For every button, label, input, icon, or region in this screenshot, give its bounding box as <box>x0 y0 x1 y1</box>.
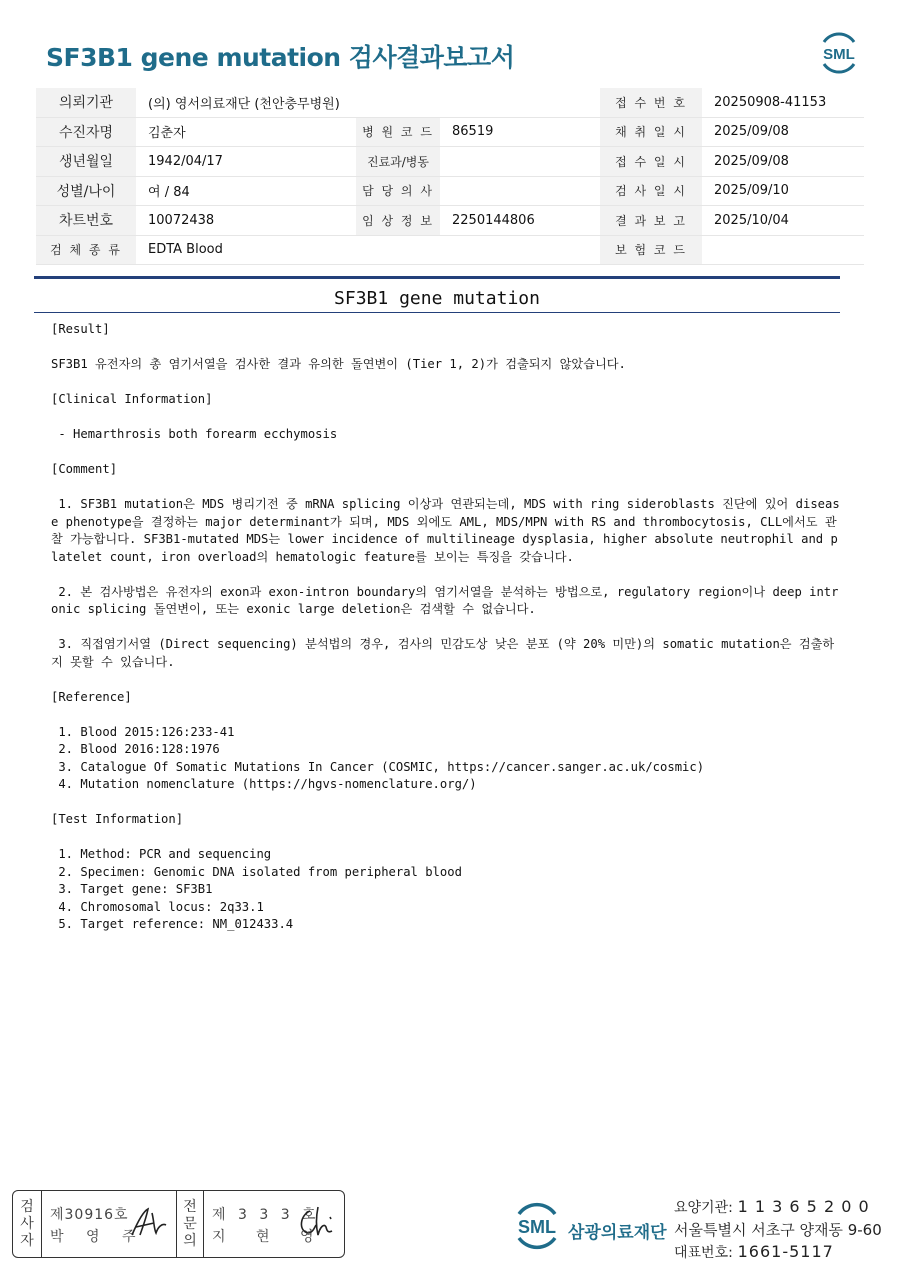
comment-item: 2. 본 검사방법은 유전자의 exon과 exon-intron boundary의 염기서열을 분석하는 방법으로, regulatory region이나 deep intronic splicing 돌연변이, 또는 exonic large deletion은 검색할 수 없습니다. <box>51 584 839 616</box>
section-title: SF3B1 gene mutation <box>334 288 540 309</box>
value-physician <box>440 177 600 206</box>
sml-logo-bottom-icon <box>507 1196 567 1256</box>
specialist-cell <box>204 1191 344 1257</box>
report-body <box>51 321 841 934</box>
value-receipt-date: 2025/09/08 <box>714 153 789 169</box>
value-hospital-code: 86519 <box>452 124 494 140</box>
test-info-item: 2. Specimen: Genomic DNA isolated from peripheral blood <box>51 864 462 879</box>
label-test-date: 검 사 일 시 <box>600 177 702 206</box>
footer-address: 서울특별시 서초구 양재동 9-60 <box>674 1221 882 1239</box>
label-patient-name: 수진자명 <box>36 118 136 147</box>
label-requesting-institution: 의뢰기관 <box>36 88 136 117</box>
value-birth-date: 1942/04/17 <box>148 153 223 169</box>
specialist-name: 지 현 영 <box>212 1229 327 1245</box>
examiner-license-number: 제30916호 <box>50 1207 129 1223</box>
reference-item: 4. Mutation nomenclature (https://hgvs-nomenclature.org/) <box>51 777 477 791</box>
examiner-name: 박 영 주 <box>50 1229 145 1245</box>
value-patient-name: 김춘자 <box>148 126 186 142</box>
logo-text: SML <box>823 46 855 63</box>
reference-item: 1. Blood 2015:126:233-41 <box>51 724 235 739</box>
info-row <box>36 147 864 177</box>
label-result-report: 결 과 보 고 <box>600 206 702 235</box>
label-receipt-date: 접 수 일 시 <box>600 147 702 176</box>
specialist-heading: 전 문 의 <box>177 1191 204 1257</box>
info-row <box>36 118 864 148</box>
label-collection-date: 채 취 일 시 <box>600 118 702 147</box>
institution-code-label: 요양기관: <box>674 1200 733 1216</box>
label-sex-age: 성별/나이 <box>36 177 136 206</box>
value-test-date: 2025/09/10 <box>714 183 789 199</box>
foundation-name: 삼광의료재단 <box>568 1223 667 1243</box>
report-title: SF3B1 gene mutation 검사결과보고서 <box>46 43 515 72</box>
test-info-heading: [Test Information] <box>51 812 184 826</box>
test-info-item: 3. Target gene: SF3B1 <box>51 882 213 896</box>
value-result-report: 2025/10/04 <box>714 212 789 228</box>
label-specimen-type: 검 체 종 류 <box>36 236 136 265</box>
clinical-heading: [Clinical Information] <box>51 392 213 406</box>
value-specimen-type: EDTA Blood <box>148 242 223 258</box>
value-department <box>440 147 600 176</box>
reference-item: 3. Catalogue Of Somatic Mutations In Cancer (COSMIC, https://cancer.sanger.ac.uk/cosmic) <box>51 759 705 774</box>
label-physician: 담 당 의 사 <box>356 177 440 206</box>
label-hospital-code: 병 원 코 드 <box>356 118 440 147</box>
specialist-signature-icon <box>294 1203 338 1243</box>
section-divider <box>34 312 840 313</box>
value-sex-age: 여 / 84 <box>148 185 190 201</box>
examiner-cell <box>42 1191 177 1257</box>
value-insurance-code <box>702 236 864 265</box>
reference-item: 2. Blood 2016:128:1976 <box>51 742 220 756</box>
label-receipt-number: 접 수 번 호 <box>600 88 702 117</box>
label-department: 진료과/병동 <box>356 147 440 176</box>
specialist-license-number: 제 3 3 3 호 <box>212 1207 320 1223</box>
comment-heading: [Comment] <box>51 462 118 476</box>
phone-label: 대표번호: <box>674 1245 733 1261</box>
reference-heading: [Reference] <box>51 689 132 704</box>
test-info-item: 5. Target reference: NM_012433.4 <box>51 917 294 931</box>
label-chart-number: 차트번호 <box>36 206 136 235</box>
info-row <box>36 88 864 118</box>
label-insurance-code: 보 험 코 드 <box>600 236 702 265</box>
value-chart-number: 10072438 <box>148 212 215 228</box>
examiner-signature-icon <box>128 1205 170 1241</box>
sml-logo-icon <box>814 28 864 78</box>
label-clinical-info: 임 상 정 보 <box>356 206 440 235</box>
signature-box <box>12 1190 345 1258</box>
info-row <box>36 206 864 236</box>
logo-text: SML <box>518 1217 556 1237</box>
result-heading: [Result] <box>51 322 110 336</box>
phone-value: 1661-5117 <box>737 1242 834 1261</box>
test-info-item: 1. Method: PCR and sequencing <box>51 847 272 861</box>
comment-item: 1. SF3B1 mutation은 MDS 병리기전 중 mRNA splicing 이상과 연관되는데, MDS with ring sideroblasts 진단에 있어 disease phenotype을 결정하는 major determinant가 되며, MDS 외에도 AML, MDS/MPN with RS and thrombocytosis, CLL에서도 관찰 가능합니다. SF3B1-mutated MDS는 lower incidence of multilineage dysplasia, higher absolute neutrophil and platelet count, iron overload의 hematologic feature를 보이는 특징을 갖습니다. <box>51 497 840 564</box>
label-birth-date: 생년월일 <box>36 147 136 176</box>
section-divider <box>34 276 840 279</box>
footer-contact-info <box>674 1196 882 1264</box>
result-text: SF3B1 유전자의 총 염기서열을 검사한 결과 유의한 돌연변이 (Tier 1, 2)가 검출되지 않았습니다. <box>51 357 626 371</box>
comment-item: 3. 직접염기서열 (Direct sequencing) 분석법의 경우, 검사의 민감도상 낮은 분포 (약 20% 미만)의 somatic mutation은 검출하지 못할 수 있습니다. <box>51 637 835 669</box>
info-row <box>36 177 864 207</box>
value-requesting-institution: (의) 영서의료재단 (천안충무병원) <box>148 96 340 112</box>
clinical-text: - Hemarthrosis both forearm ecchymosis <box>51 427 338 441</box>
institution-code-value: 1 1 3 6 5 2 0 0 <box>737 1197 870 1216</box>
patient-info-table <box>36 88 864 265</box>
value-receipt-number: 20250908-41153 <box>714 94 827 110</box>
examiner-heading: 검 사 자 <box>13 1191 42 1257</box>
info-row <box>36 236 864 266</box>
value-clinical-info: 2250144806 <box>452 212 535 228</box>
value-collection-date: 2025/09/08 <box>714 124 789 140</box>
test-info-item: 4. Chromosomal locus: 2q33.1 <box>51 899 264 914</box>
